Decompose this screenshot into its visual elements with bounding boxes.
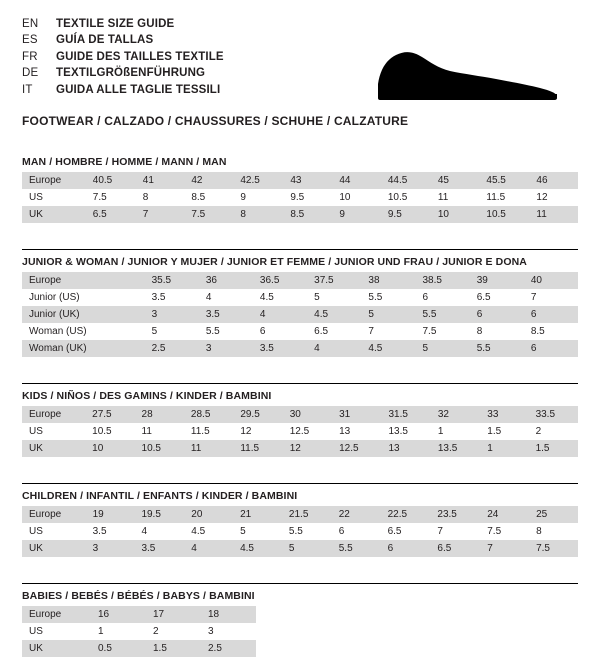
- language-code: EN: [22, 18, 39, 30]
- size-cell: 5.5: [332, 540, 381, 557]
- size-cell: 7: [524, 289, 578, 306]
- size-cell: 2.5: [145, 340, 199, 357]
- size-cell: 12: [233, 423, 282, 440]
- table-row: [22, 640, 256, 657]
- size-cell: 37.5: [307, 272, 361, 289]
- table-row: [22, 506, 578, 523]
- row-label: Europe: [22, 506, 86, 523]
- language-title: GUIDA ALLE TAGLIE TESSILI: [56, 83, 221, 96]
- block-divider: [22, 483, 578, 484]
- size-cell: 10: [85, 440, 134, 457]
- size-cell: 10: [332, 189, 381, 206]
- size-table-body: [22, 406, 578, 457]
- size-cell: 11: [529, 206, 578, 223]
- size-cell: 33.5: [529, 406, 578, 423]
- row-label: US: [22, 523, 86, 540]
- size-cell: 3: [86, 540, 135, 557]
- size-cell: 7.5: [86, 189, 136, 206]
- row-label: US: [22, 189, 86, 206]
- row-label: Junior (US): [22, 289, 91, 306]
- size-cell: 44.5: [381, 172, 431, 189]
- size-cell: 6: [470, 306, 524, 323]
- table-row: [22, 406, 578, 423]
- block-title: BABIES / BEBÉS / BÉBÉS / BABYS / BAMBINI: [22, 590, 255, 602]
- size-cell: 45.5: [479, 172, 529, 189]
- size-cell: 4: [199, 289, 253, 306]
- table-row: [22, 340, 578, 357]
- size-cell: 12: [529, 189, 578, 206]
- row-label: UK: [22, 540, 86, 557]
- size-cell: 10: [431, 206, 480, 223]
- size-cell: 19.5: [134, 506, 184, 523]
- table-row: [22, 523, 578, 540]
- size-cell: 9: [233, 189, 283, 206]
- size-cell: 5: [145, 323, 199, 340]
- table-row: [22, 540, 578, 557]
- table-row: [22, 440, 578, 457]
- size-cell: 21: [233, 506, 282, 523]
- size-cell: 6: [332, 523, 381, 540]
- size-cell: 30: [283, 406, 332, 423]
- size-table: [22, 606, 256, 657]
- size-cell: 3.5: [134, 540, 184, 557]
- size-table: [22, 172, 578, 223]
- size-cell: 8: [529, 523, 578, 540]
- size-cell: 6: [524, 340, 578, 357]
- size-cell: 11.5: [184, 423, 233, 440]
- size-cell: 3: [145, 306, 199, 323]
- size-cell: 18: [201, 606, 256, 623]
- size-cell: 36: [199, 272, 253, 289]
- size-cell: 0.5: [91, 640, 146, 657]
- table-row: [22, 172, 578, 189]
- row-label: Europe: [22, 606, 91, 623]
- size-cell: 4: [253, 306, 307, 323]
- size-cell: 8.5: [184, 189, 233, 206]
- row-label: US: [22, 423, 85, 440]
- language-row: [22, 16, 224, 32]
- size-cell: 33: [480, 406, 528, 423]
- table-row: [22, 323, 578, 340]
- table-row: [22, 289, 578, 306]
- row-label: Junior (UK): [22, 306, 91, 323]
- size-cell: 11: [431, 189, 480, 206]
- table-row: [22, 423, 578, 440]
- size-cell: 10.5: [381, 189, 431, 206]
- size-cell: 28.5: [184, 406, 233, 423]
- size-cell: 4: [307, 340, 361, 357]
- size-cell: [91, 340, 145, 357]
- size-tables-container: [22, 156, 578, 657]
- size-cell: 32: [431, 406, 480, 423]
- row-label: Europe: [22, 172, 86, 189]
- size-cell: 22: [332, 506, 381, 523]
- size-cell: 5.5: [415, 306, 469, 323]
- row-label: UK: [22, 206, 86, 223]
- size-cell: 13.5: [431, 440, 480, 457]
- size-cell: 8.5: [283, 206, 332, 223]
- size-cell: 7: [361, 323, 415, 340]
- size-table: [22, 272, 578, 357]
- size-cell: 40: [524, 272, 578, 289]
- page-header: [22, 16, 578, 128]
- size-cell: 12.5: [283, 423, 332, 440]
- size-cell: 38: [361, 272, 415, 289]
- size-cell: 7.5: [480, 523, 529, 540]
- size-cell: 23.5: [430, 506, 480, 523]
- row-label: UK: [22, 440, 85, 457]
- dress-shoe-icon: [368, 36, 568, 106]
- size-cell: 10.5: [479, 206, 529, 223]
- size-cell: 2.5: [201, 640, 256, 657]
- size-cell: [91, 272, 145, 289]
- size-table: [22, 406, 578, 457]
- table-row: [22, 272, 578, 289]
- size-cell: 5: [233, 523, 282, 540]
- size-cell: 8: [233, 206, 283, 223]
- size-cell: 3: [201, 623, 256, 640]
- size-cell: 38.5: [415, 272, 469, 289]
- size-cell: 12: [283, 440, 332, 457]
- size-cell: 4.5: [184, 523, 233, 540]
- size-block: [22, 483, 578, 557]
- size-cell: 9.5: [283, 189, 332, 206]
- language-title: TEXTILGRÖßENFÜHRUNG: [56, 67, 206, 80]
- size-cell: 6.5: [470, 289, 524, 306]
- size-cell: 42.5: [233, 172, 283, 189]
- size-cell: 6: [415, 289, 469, 306]
- size-cell: 9: [332, 206, 381, 223]
- size-cell: 21.5: [282, 506, 332, 523]
- size-cell: 6.5: [381, 523, 431, 540]
- size-cell: [91, 289, 145, 306]
- size-cell: 6.5: [86, 206, 136, 223]
- size-cell: 27.5: [85, 406, 134, 423]
- size-cell: 4.5: [307, 306, 361, 323]
- size-table-body: [22, 172, 578, 223]
- size-cell: 13.5: [381, 423, 430, 440]
- size-cell: 42: [184, 172, 233, 189]
- size-cell: 1: [91, 623, 146, 640]
- size-cell: 25: [529, 506, 578, 523]
- size-cell: 10.5: [85, 423, 134, 440]
- size-block: [22, 583, 578, 657]
- size-cell: 4: [184, 540, 233, 557]
- size-cell: 6: [524, 306, 578, 323]
- row-label: Europe: [22, 272, 91, 289]
- size-cell: 1: [480, 440, 528, 457]
- size-cell: 13: [381, 440, 430, 457]
- block-divider: [22, 583, 578, 584]
- size-cell: 7: [480, 540, 529, 557]
- block-divider: [22, 249, 578, 250]
- size-cell: 8: [470, 323, 524, 340]
- size-cell: 7.5: [184, 206, 233, 223]
- size-table-body: [22, 272, 578, 357]
- size-cell: 11: [184, 440, 233, 457]
- block-divider: [22, 383, 578, 384]
- language-code: ES: [22, 34, 38, 47]
- size-cell: 4.5: [253, 289, 307, 306]
- row-label: Woman (US): [22, 323, 91, 340]
- size-block: [22, 383, 578, 457]
- size-cell: 35.5: [145, 272, 199, 289]
- size-cell: 11.5: [479, 189, 529, 206]
- size-cell: 7: [136, 206, 185, 223]
- language-title-body: [22, 16, 224, 98]
- block-title: JUNIOR & WOMAN / JUNIOR Y MUJER / JUNIOR ET FEMME / JUNIOR UND FRAU / JUNIOR E DONA: [22, 256, 527, 268]
- size-cell: 11: [135, 423, 184, 440]
- language-title: GUÍA DE TALLAS: [56, 34, 154, 47]
- size-cell: 4: [134, 523, 184, 540]
- size-cell: 3.5: [145, 289, 199, 306]
- language-title: GUIDE DES TAILLES TEXTILE: [56, 50, 224, 63]
- size-cell: 3.5: [253, 340, 307, 357]
- size-cell: 6: [381, 540, 431, 557]
- language-row: [22, 49, 224, 65]
- block-title: CHILDREN / INFANTIL / ENFANTS / KINDER / BAMBINI: [22, 490, 298, 502]
- row-label: Europe: [22, 406, 85, 423]
- size-table-body: [22, 606, 256, 657]
- row-label: UK: [22, 640, 91, 657]
- size-cell: 4.5: [233, 540, 282, 557]
- size-cell: 5: [415, 340, 469, 357]
- language-code: FR: [22, 50, 38, 63]
- language-title-table: [22, 16, 224, 98]
- size-cell: 16: [91, 606, 146, 623]
- size-cell: 45: [431, 172, 480, 189]
- size-cell: 2: [146, 623, 201, 640]
- size-cell: 22.5: [381, 506, 431, 523]
- size-cell: 5: [361, 306, 415, 323]
- size-cell: 7: [430, 523, 480, 540]
- size-cell: 10.5: [135, 440, 184, 457]
- size-cell: [91, 306, 145, 323]
- block-title: MAN / HOMBRE / HOMME / MANN / MAN: [22, 156, 227, 168]
- size-cell: 11.5: [233, 440, 282, 457]
- size-cell: 1.5: [146, 640, 201, 657]
- size-cell: 31: [332, 406, 381, 423]
- table-row: [22, 606, 256, 623]
- size-cell: 3: [199, 340, 253, 357]
- size-cell: 8: [136, 189, 185, 206]
- language-row: [22, 32, 224, 48]
- size-cell: 36.5: [253, 272, 307, 289]
- size-cell: 6.5: [307, 323, 361, 340]
- size-cell: 17: [146, 606, 201, 623]
- size-cell: 1: [431, 423, 480, 440]
- size-cell: 5.5: [282, 523, 332, 540]
- language-title: TEXTILE SIZE GUIDE: [56, 18, 175, 30]
- size-cell: 19: [86, 506, 135, 523]
- language-code: DE: [22, 67, 39, 80]
- size-cell: 29.5: [233, 406, 282, 423]
- category-title: FOOTWEAR / CALZADO / CHAUSSURES / SCHUHE / CALZATURE: [22, 114, 409, 128]
- language-code: IT: [22, 83, 33, 96]
- table-row: [22, 306, 578, 323]
- size-cell: 39: [470, 272, 524, 289]
- size-cell: 2: [529, 423, 578, 440]
- size-cell: 31.5: [381, 406, 430, 423]
- row-label: Woman (UK): [22, 340, 91, 357]
- row-label: US: [22, 623, 91, 640]
- size-cell: 5.5: [470, 340, 524, 357]
- size-cell: 3.5: [86, 523, 135, 540]
- size-cell: 44: [332, 172, 381, 189]
- size-cell: 7.5: [415, 323, 469, 340]
- size-cell: 6: [253, 323, 307, 340]
- size-cell: 43: [283, 172, 332, 189]
- size-cell: 12.5: [332, 440, 381, 457]
- size-cell: 1.5: [480, 423, 528, 440]
- size-table-body: [22, 506, 578, 557]
- size-cell: 4.5: [361, 340, 415, 357]
- size-cell: 8.5: [524, 323, 578, 340]
- size-block: [22, 249, 578, 357]
- size-cell: 28: [135, 406, 184, 423]
- size-cell: 5.5: [361, 289, 415, 306]
- size-cell: 20: [184, 506, 233, 523]
- size-cell: 46: [529, 172, 578, 189]
- size-cell: 5.5: [199, 323, 253, 340]
- size-block: [22, 156, 578, 223]
- size-cell: 1.5: [529, 440, 578, 457]
- size-cell: 41: [136, 172, 185, 189]
- size-cell: 6.5: [430, 540, 480, 557]
- size-table: [22, 506, 578, 557]
- language-row: [22, 82, 224, 98]
- size-cell: 13: [332, 423, 381, 440]
- size-cell: 7.5: [529, 540, 578, 557]
- size-cell: 24: [480, 506, 529, 523]
- language-row: [22, 65, 224, 81]
- size-cell: 40.5: [86, 172, 136, 189]
- size-cell: 5: [307, 289, 361, 306]
- size-cell: [91, 323, 145, 340]
- size-cell: 3.5: [199, 306, 253, 323]
- table-row: [22, 623, 256, 640]
- table-row: [22, 206, 578, 223]
- block-title: KIDS / NIÑOS / DES GAMINS / KINDER / BAMBINI: [22, 390, 272, 402]
- size-cell: 5: [282, 540, 332, 557]
- size-cell: 9.5: [381, 206, 431, 223]
- table-row: [22, 189, 578, 206]
